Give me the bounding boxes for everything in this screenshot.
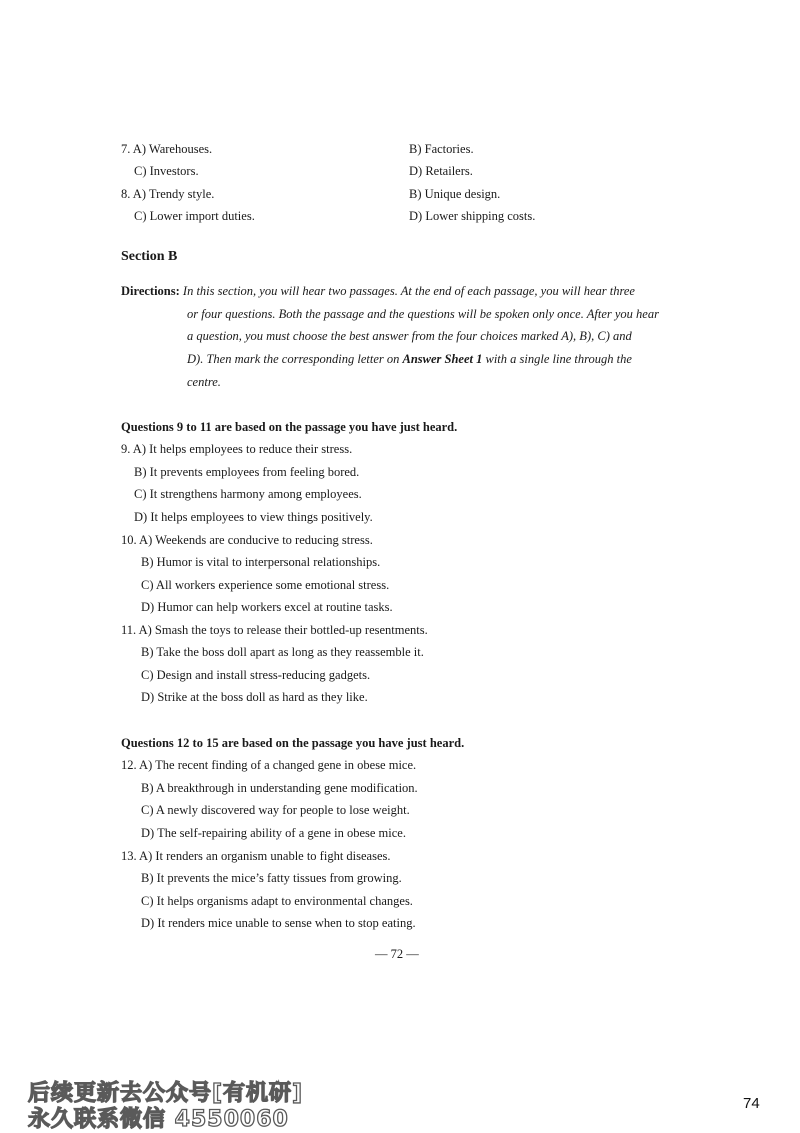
directions-text-4b: with a single line through the (485, 352, 632, 366)
section-title: Section B (121, 249, 178, 264)
directions-text-1: In this section, you will hear two passages. At the end of each passage, you will hear three (182, 284, 635, 298)
q8-option-a: 8. A) Trendy style. (121, 187, 215, 201)
q11-option-d: D) Strike at the boss doll as hard as they like. (141, 690, 368, 704)
directions-line-3: a question, you must choose the best answer from the four choices marked A), B), C) and (187, 329, 632, 343)
q11-option-a: 11. A) Smash the toys to release their bottled-up resentments. (121, 623, 428, 637)
q12-option-d: D) The self-repairing ability of a gene in obese mice. (141, 826, 406, 840)
q13-option-d: D) It renders mice unable to sense when to stop eating. (141, 916, 416, 930)
q13-option-b: B) It prevents the mice’s fatty tissues from growing. (141, 871, 402, 885)
q8-option-c: C) Lower import duties. (134, 209, 255, 223)
q11-option-b: B) Take the boss doll apart as long as they reassemble it. (141, 645, 424, 659)
q9-option-a: 9. A) It helps employees to reduce their stress. (121, 442, 353, 456)
q10-option-a: 10. A) Weekends are conducive to reducing stress. (121, 533, 373, 547)
q8-option-b: B) Unique design. (409, 187, 501, 201)
page-label: — 72 — (375, 947, 419, 961)
q12-option-a: 12. A) The recent finding of a changed gene in obese mice. (121, 758, 417, 772)
directions-line-4 (187, 352, 632, 367)
q10-option-b: B) Humor is vital to interpersonal relationships. (141, 555, 381, 569)
q13-option-a: 13. A) It renders an organism unable to fight diseases. (121, 849, 391, 863)
page-number: 74 (743, 1095, 760, 1112)
group2-heading: Questions 12 to 15 are based on the passage you have just heard. (121, 736, 465, 750)
q10-option-c: C) All workers experience some emotional stress. (141, 578, 390, 592)
q7-option-b: B) Factories. (409, 142, 474, 156)
directions-text-4: D). Then mark the corresponding letter on (187, 352, 400, 366)
watermark-line-1: 后续更新去公众号[有机研] (28, 1081, 304, 1106)
directions-line-5: centre. (187, 375, 221, 389)
group1-heading: Questions 9 to 11 are based on the passage you have just heard. (121, 420, 458, 434)
q7-option-c: C) Investors. (134, 164, 199, 178)
q12-option-b: B) A breakthrough in understanding gene modification. (141, 781, 418, 795)
q8-option-d: D) Lower shipping costs. (409, 209, 536, 223)
directions-line-1 (121, 284, 635, 299)
q11-option-c: C) Design and install stress-reducing gadgets. (141, 668, 371, 682)
q9-option-d: D) It helps employees to view things positively. (134, 510, 373, 524)
directions-label: Directions: (121, 284, 180, 298)
q10-option-d: D) Humor can help workers excel at routine tasks. (141, 600, 393, 614)
q7-option-d: D) Retailers. (409, 164, 473, 178)
watermark-line-2: 永久联系微信 4550060 (28, 1107, 289, 1132)
q9-option-c: C) It strengthens harmony among employees. (134, 487, 362, 501)
answer-sheet-label: Answer Sheet 1 (402, 352, 483, 366)
q9-option-b: B) It prevents employees from feeling bored. (134, 465, 360, 479)
q12-option-c: C) A newly discovered way for people to lose weight. (141, 803, 410, 817)
directions-line-2: or four questions. Both the passage and the questions will be spoken only once. After you hear (187, 307, 659, 321)
q13-option-c: C) It helps organisms adapt to environmental changes. (141, 894, 413, 908)
q7-option-a: 7. A) Warehouses. (121, 142, 213, 156)
